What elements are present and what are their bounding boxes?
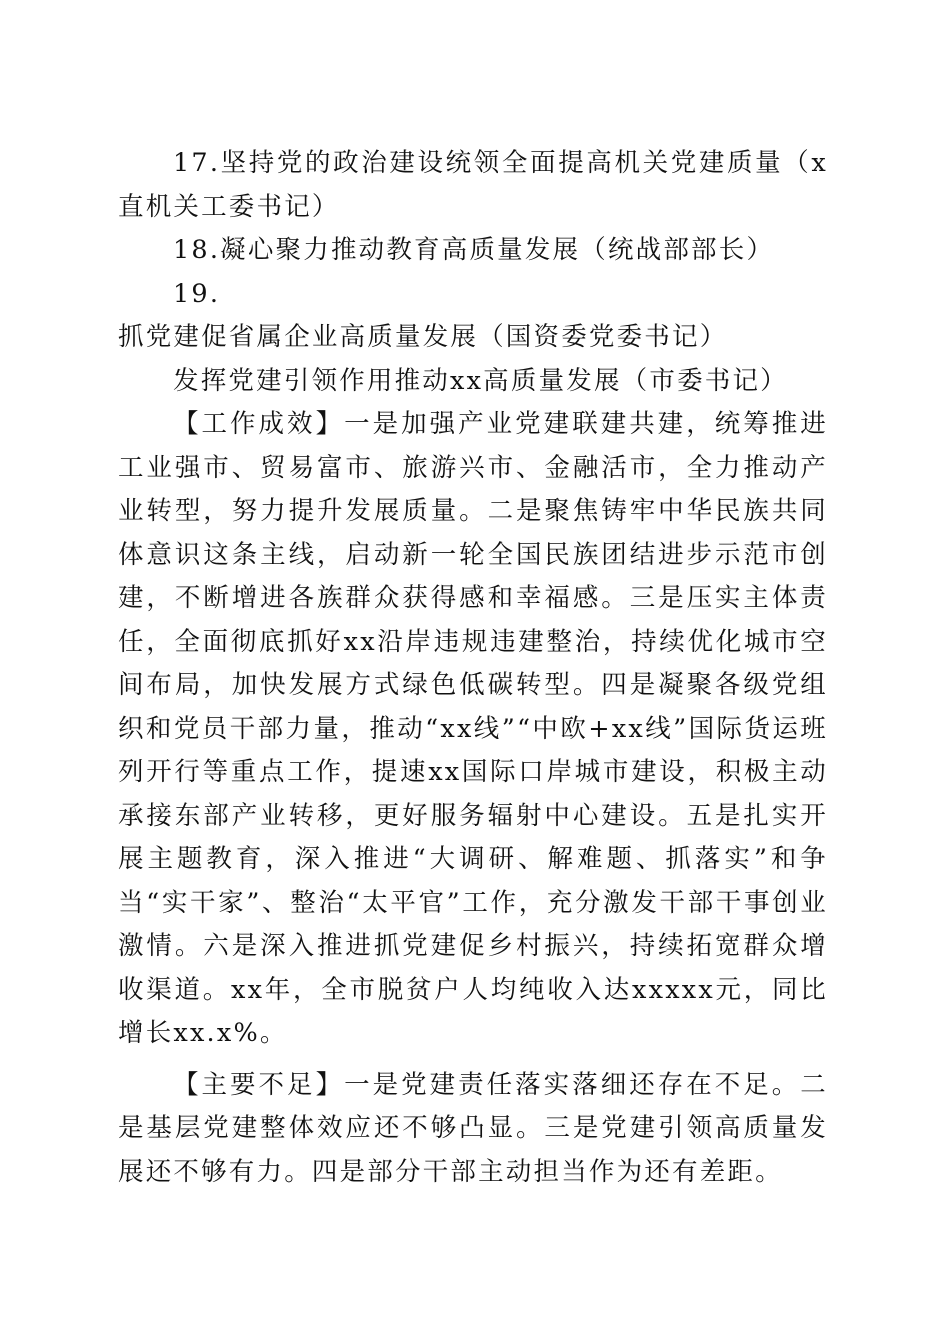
shortcomings-label: 【主要不足】	[173, 1069, 345, 1100]
shortcomings-paragraph	[118, 1064, 828, 1195]
list-item-text: 凝心聚力推动教育高质量发展（统战部部长）	[220, 235, 775, 265]
achievements-label: 【工作成效】	[173, 409, 345, 439]
list-item-17	[118, 142, 828, 229]
achievements-text: 一是加强产业党建联建共建，统筹推进工业强市、贸易富市、旅游兴市、金融活市，全力推动产业转型，努力提升发展质量。二是聚焦铸牢中华民族共同体意识这条主线，启动新一轮全国民族团结进步示范市创建，不断增进各族群众获得感和幸福感。三是压实主体责任，全面彻底抓好xx沿岸违规违建整治，持续优化城市空间布局，加快发展方式绿色低碳转型。四是凝聚各级党组织和党员干部力量，推动“xx线”“中欧+xx线”国际货运班列开行等重点工作，提速xx国际口岸城市建设，积极主动承接东部产业转移，更好服务辐射中心建设。五是扎实开展主题教育，深入推进“大调研、解难题、抓落实”和争当“实干家”、整治“太平官”工作，充分激发干部干事创业激情。六是深入推进抓党建促乡村振兴，持续拓宽群众增收渠道。xx年，全市脱贫户人均纯收入达xxxxx元，同比增长xx.x%。	[118, 409, 829, 1048]
shortcomings-text: 一是党建责任落实落细还存在不足。二是基层党建整体效应还不够凸显。三是党建引领高质量发展还不够有力。四是部分干部主动担当作为还有差距。	[118, 1069, 829, 1187]
list-item-18	[118, 229, 828, 273]
section-title: 发挥党建引领作用推动xx高质量发展（市委书记）	[173, 365, 788, 396]
list-item-number: 17.	[173, 148, 221, 178]
list-item-text: 坚持党的政治建设统领全面提高机关党建质量（x直机关工委书记）	[118, 148, 828, 222]
document-page	[118, 142, 828, 1194]
list-item-text: 抓党建促省属企业高质量发展（国资委党委书记）	[118, 322, 728, 352]
achievements-paragraph	[118, 403, 828, 1056]
list-item-number: 19.	[173, 278, 221, 309]
list-item-19	[118, 273, 828, 360]
list-item-number: 18.	[173, 235, 221, 265]
